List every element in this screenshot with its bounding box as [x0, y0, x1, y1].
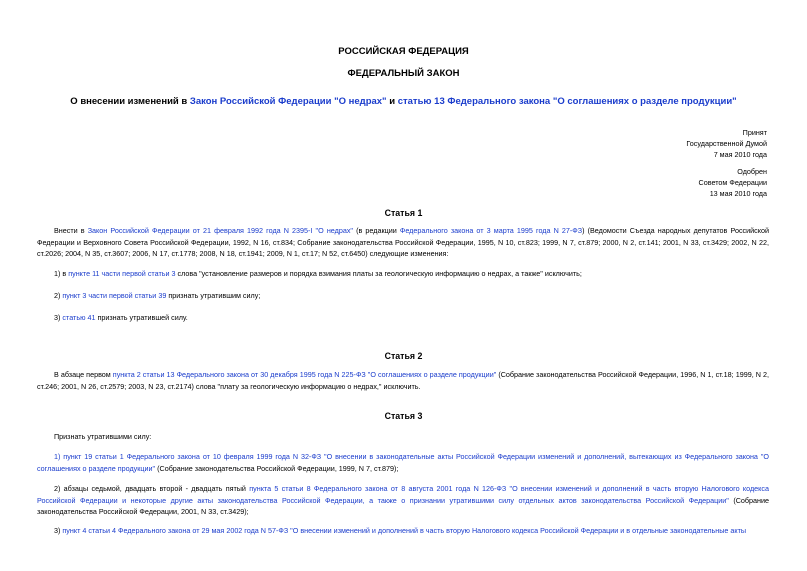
article-3-item-1	[37, 451, 769, 474]
link-law-225-fz[interactable]: пункта 2 статьи 13 Федерального закона от 30 декабря 1995 года N 225-ФЗ "О соглашениях о разделе продукции"	[112, 370, 497, 379]
article-3-intro: Признать утратившими силу:	[54, 432, 152, 441]
article-1-heading: Статья 1	[384, 208, 423, 218]
paragraph-text: 1) в	[54, 269, 69, 278]
paragraph-text: (в редакции	[352, 226, 400, 235]
title-text: и	[386, 96, 398, 107]
title-text: О внесении изменений в	[70, 96, 190, 107]
paragraph-text: (Собрание законодательства Российской Федерации, 1999, N 7, ст.879);	[155, 463, 399, 473]
link-item-11-article-3[interactable]: пункте 11 части первой статьи 3	[68, 269, 176, 278]
article-1-item-2	[37, 290, 769, 302]
approval-block	[567, 166, 767, 199]
paragraph-text: 3)	[54, 313, 63, 322]
article-1-intro	[37, 225, 769, 260]
paragraph-text: В абзаце первом	[54, 370, 113, 379]
link-law-32-fz[interactable]: 1) пункт 19 статьи 1 Федерального закона от 10 февраля 1999 года N 32-ФЗ "О внесении в законодательные акты Российской Федерации изменений и дополнений, вытекающих из Федерального закона "О соглашениях о разделе продукции"	[37, 452, 769, 473]
article-1-item-1	[37, 268, 769, 280]
article-3-item-3	[37, 525, 769, 537]
council-date: 13 мая 2010 года	[709, 189, 767, 198]
link-law-57-fz[interactable]: пункт 4 статьи 4 Федерального закона от 29 мая 2002 года N 57-ФЗ "О внесении изменений и дополнений в часть вторую Налогового кодекса Российской Федерации и в отдельные законодательные акты	[62, 526, 747, 535]
link-article-41[interactable]: статью 41	[62, 313, 96, 322]
article-3-item-2	[37, 483, 769, 518]
article-2-heading: Статья 2	[384, 351, 423, 361]
by-council-label: Советом Федерации	[698, 178, 767, 187]
link-item-3-article-39[interactable]: пункт 3 части первой статьи 39	[62, 291, 167, 300]
paragraph-text: 3)	[54, 526, 63, 535]
article-1-item-3	[37, 312, 769, 324]
country-heading: РОССИЙСКАЯ ФЕДЕРАЦИЯ	[338, 46, 469, 57]
paragraph-text: 2) абзацы седьмой, двадцать второй - двадцать пятый	[54, 484, 250, 493]
adoption-block	[567, 127, 767, 160]
title-link-law-on-subsoil[interactable]: Закон Российской Федерации "О недрах"	[189, 96, 387, 107]
paragraph-text: слова "установление размеров и порядка взимания платы за геологическую информацию о недрах, а также" исключить;	[175, 269, 582, 278]
law-title	[20, 96, 787, 107]
paragraph-text: (Собрание законодательства Российской Федерации, 2001, N 33, ст.3429);	[37, 495, 770, 516]
title-link-article-13[interactable]: статью 13 Федерального закона "О соглашениях о разделе продукции"	[397, 96, 737, 107]
approved-label: Одобрен	[737, 167, 767, 176]
paragraph-text: признать утратившей силу.	[95, 313, 188, 322]
paragraph-text: Внести в	[54, 226, 88, 235]
link-law-on-subsoil[interactable]: Закон Российской Федерации от 21 февраля 1992 года N 2395-I "О недрах"	[87, 226, 353, 235]
article-3-heading: Статья 3	[384, 411, 423, 421]
paragraph-text: 2)	[54, 291, 63, 300]
by-duma-label: Государственной Думой	[686, 139, 767, 148]
link-law-27-fz[interactable]: Федерального закона от 3 марта 1995 года N 27-ФЗ	[399, 226, 583, 235]
article-2-text	[37, 369, 769, 392]
doc-type-heading: ФЕДЕРАЛЬНЫЙ ЗАКОН	[347, 68, 460, 79]
paragraph-text: ) (Ведомости Съезда народных депутатов Российской Федерации и Верховного Совета Российской Федерации, 1992, N 16, ст.834; Собрание законодательства Российской Федерации, 1995, N 10, ст.823; 1999, N 7, ст.879; 2000, N 2, ст.141; 2001, N 33, ст.3429; 2002, N 22, ст.2026; 2004, N 35, ст.3607; 2006, N 17, ст.1778; 2008, N 18, ст.1941; 2009, N 1, ст.17; N 52, ст.6450) следующие изменения:	[37, 226, 769, 258]
duma-date: 7 мая 2010 года	[713, 150, 767, 159]
accepted-label: Принят	[742, 128, 767, 137]
link-law-126-fz[interactable]: пункта 5 статьи 8 Федерального закона от 8 августа 2001 года N 126-ФЗ "О внесении изменений и дополнений в часть вторую Налогового кодекса Российской Федерации и некоторые другие акты законодательства Российской Федерации, а также о признании утратившими силу отдельных актов законодательства Российской Федерации"	[37, 484, 769, 505]
paragraph-text: (Собрание законодательства Российской Федерации, 1996, N 1, ст.18; 1999, N 2, ст.246; 2001, N 26, ст.2579; 2003, N 23, ст.2174) слова "плату за геологическую информацию о недрах," исключить.	[37, 370, 769, 391]
paragraph-text: признать утратившим силу;	[166, 291, 261, 300]
